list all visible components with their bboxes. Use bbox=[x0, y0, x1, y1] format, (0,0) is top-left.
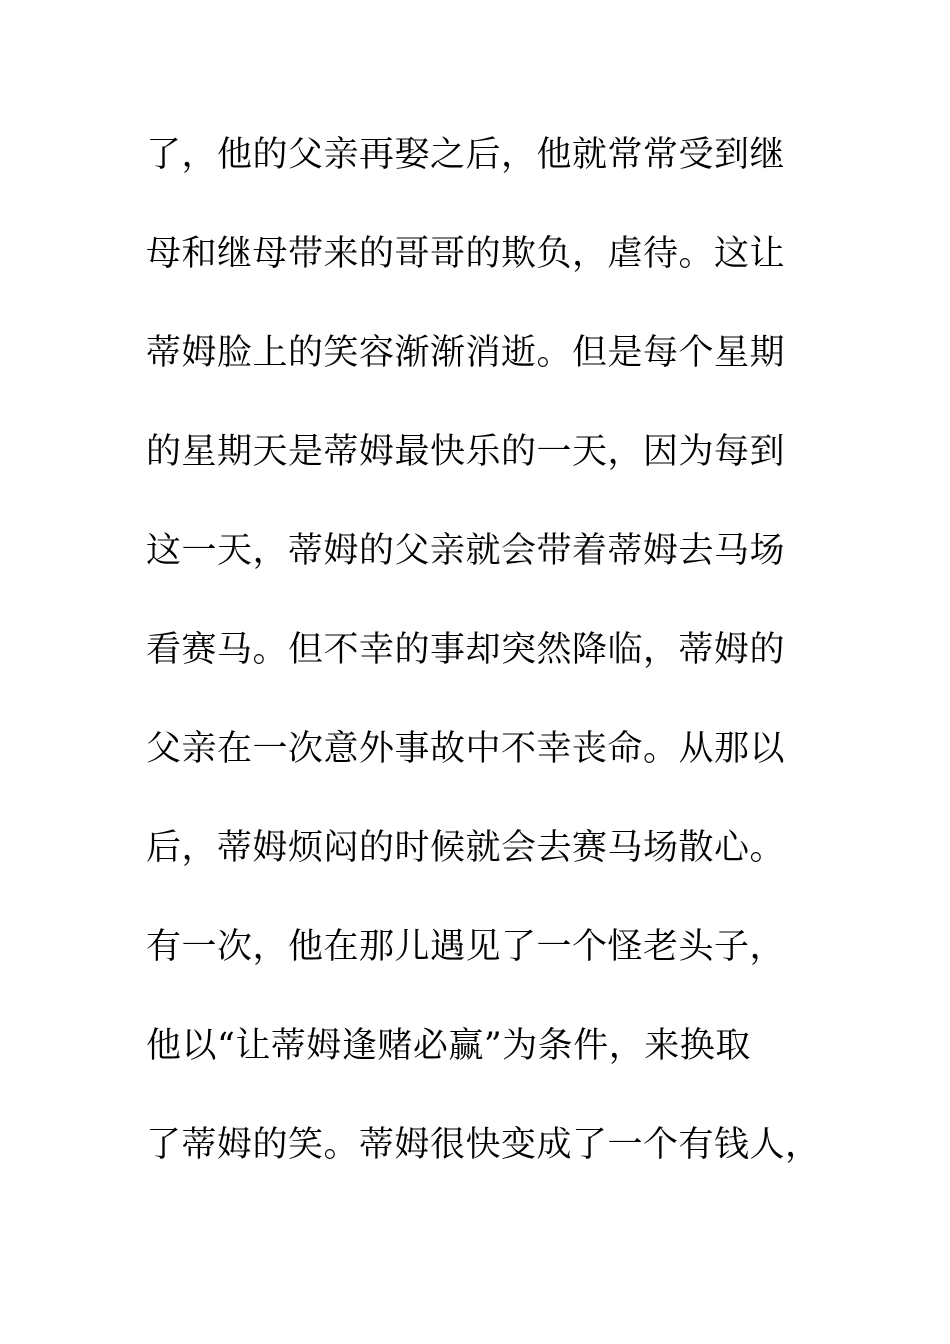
text-line: 父亲在一次意外事故中不幸丧命。从那以 bbox=[146, 729, 786, 769]
text-line: 他以“让蒂姆逢赌必赢”为条件，来换取 bbox=[146, 1026, 751, 1066]
text-line: 的星期天是蒂姆最快乐的一天，因为每到 bbox=[146, 432, 786, 472]
text-line: 母和继母带来的哥哥的欺负，虐待。这让 bbox=[146, 234, 786, 274]
body-text bbox=[146, 125, 821, 1214]
text-line: 了，他的父亲再娶之后，他就常常受到继 bbox=[146, 135, 786, 175]
text-line: 看赛马。但不幸的事却突然降临，蒂姆的 bbox=[146, 630, 786, 670]
text-line: 蒂姆脸上的笑容渐渐消逝。但是每个星期 bbox=[146, 333, 786, 373]
text-line: 后，蒂姆烦闷的时候就会去赛马场散心。 bbox=[146, 828, 786, 868]
text-line: 有一次，他在那儿遇见了一个怪老头子， bbox=[146, 927, 786, 967]
text-line: 了蒂姆的笑。蒂姆很快变成了一个有钱人， bbox=[146, 1125, 821, 1165]
text-line: 这一天，蒂姆的父亲就会带着蒂姆去马场 bbox=[146, 531, 786, 571]
